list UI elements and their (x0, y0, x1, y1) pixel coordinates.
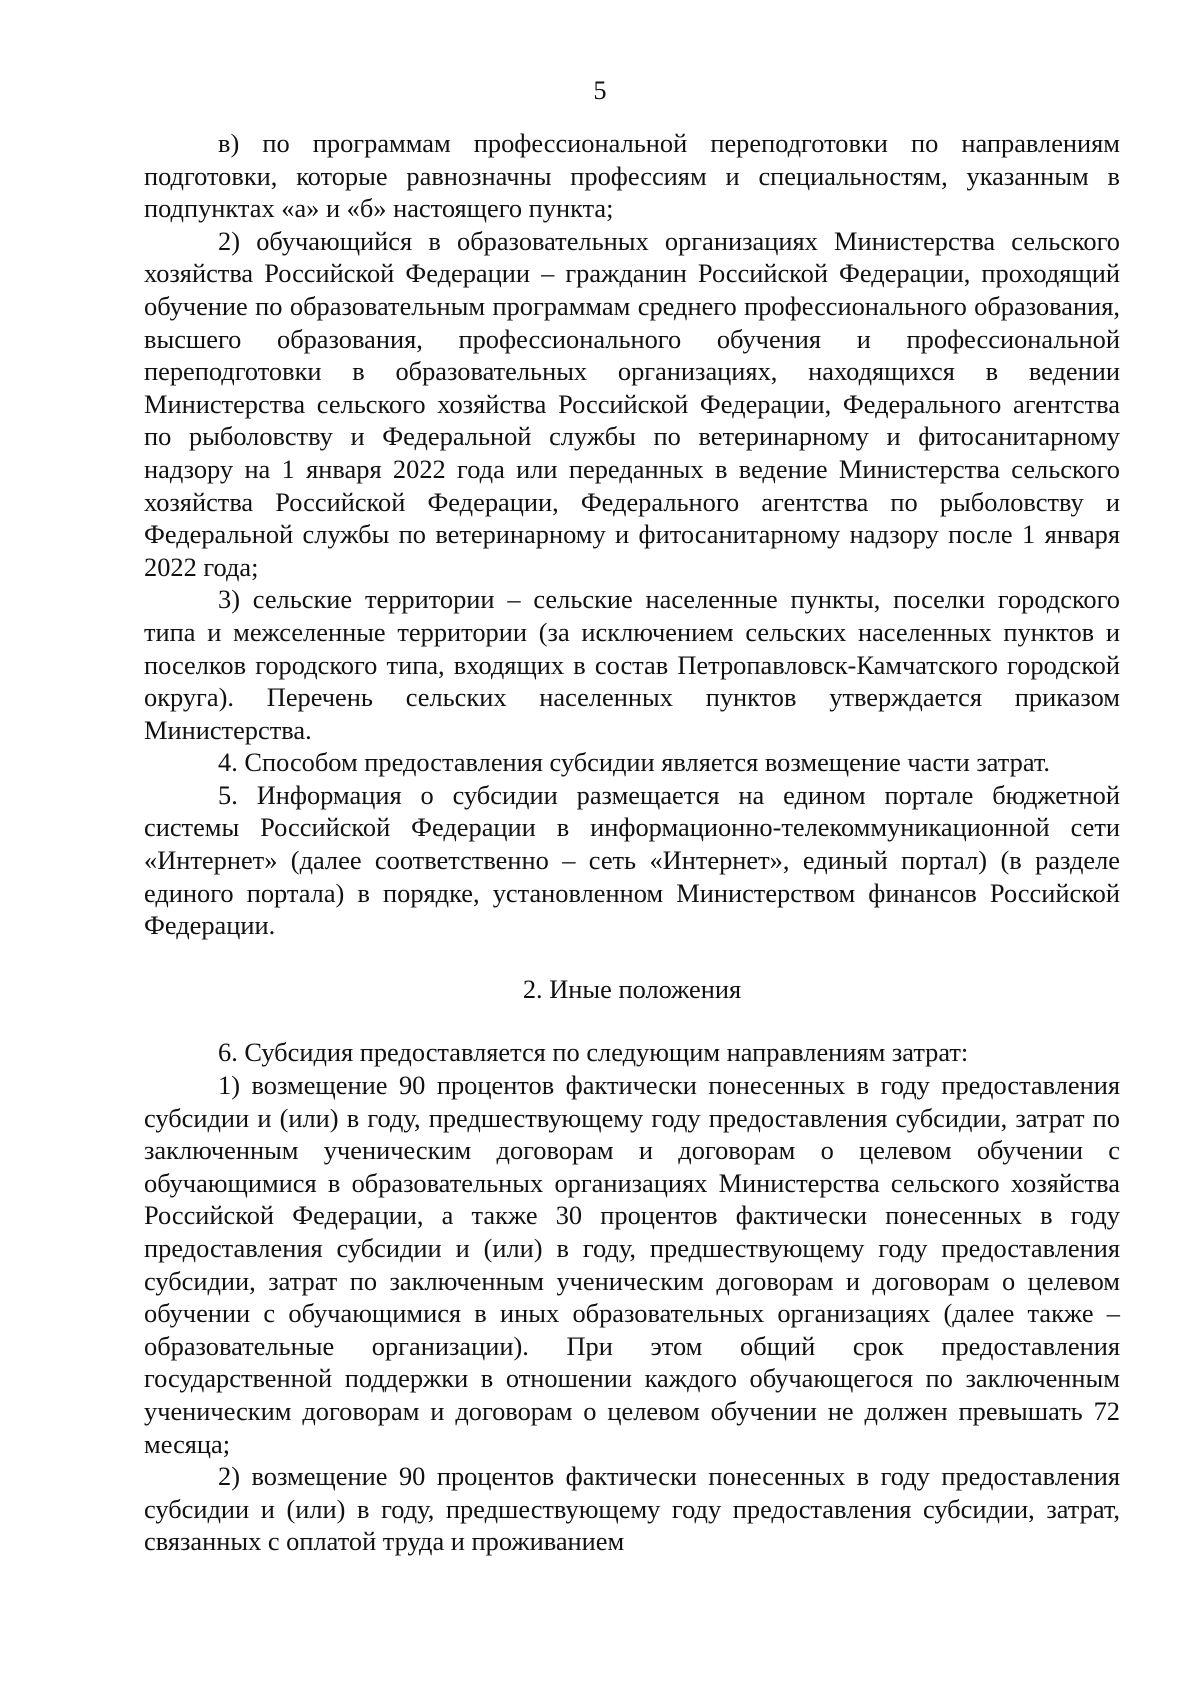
document-body (144, 127, 1120, 1558)
paragraph-item-v: в) по программам профессиональной переподготовки по направлениям подготовки, которые равнозначны профессиям и специальностям, указанным в подпунктах «а» и «б» настоящего пункта; (144, 128, 1120, 224)
paragraph-6-cost-directions: 6. Субсидия предоставляется по следующим направлениям затрат: (218, 1037, 969, 1068)
paragraph-item-1-compensation: 1) возмещение 90 процентов фактически понесенных в году предоставления субсидии и (или) в году, предшествующему году предоставления субсидии, затрат по заключенным ученическим договорам и договорам о целевом обучении с обучающимися в образовательных организациях Министерства сельского хозяйства Российской Федерации, а также 30 процентов фактически понесенных в году предоставления субсидии и (или) в году, предшествующему году предоставления субсидии, затрат по заключенным ученическим договорам и договорам о целевом обучении с обучающимися в иных образовательных организациях (далее также – образовательные организации). При этом общий срок предоставления государственной поддержки в отношении каждого обучающегося по заключенным ученическим договорам и договорам о целевом обучении не должен превышать 72 месяца; (144, 1070, 1120, 1459)
section-heading-text: 2. Иные положения (522, 973, 742, 1004)
section-heading-other-provisions (144, 942, 1120, 1037)
paragraph-item-3-rural-territories: 3) сельские территории – сельские населенные пункты, поселки городского типа и межселенные территории (за исключением сельских населенных пунктов и поселков городского типа, входящих в состав Петропавловск-Камчатского городской округа). Перечень сельских населенных пунктов утверждается приказом Министерства. (144, 584, 1120, 745)
paragraph-item-2-compensation: 2) возмещение 90 процентов фактически понесенных в году предоставления субсидии и (или) в году, предшествующему году предоставления субсидии, затрат, связанных с оплатой труда и проживанием (144, 1461, 1120, 1557)
paragraph-4-subsidy-method: 4. Способом предоставления субсидии является возмещение части затрат. (218, 747, 1051, 778)
paragraph-5-subsidy-information: 5. Информация о субсидии размещается на едином портале бюджетной системы Российской Федерации в информационно-телекоммуникационной сети «Интернет» (далее соответственно – сеть «Интернет», единый портал) (в разделе единого портала) в порядке, установленном Министерством финансов Российской Федерации. (144, 779, 1120, 941)
page-number: 5 (593, 75, 607, 105)
paragraph-item-2-student-definition: 2) обучающийся в образовательных организациях Министерства сельского хозяйства Российской Федерации – гражданин Российской Федерации, проходящий обучение по образовательным программам среднего профессионального образования, высшего образования, профессионального обучения и профессиональной переподготовки в образовательных организациях, находящихся в ведении Министерства сельского хозяйства Российской Федерации, Федерального агентства по рыболовству и Федеральной службы по ветеринарному и фитосанитарному надзору на 1 января 2022 года или переданных в ведение Министерства сельского хозяйства Российской Федерации, Федерального агентства по рыболовству и Федеральной службы по ветеринарному и фитосанитарному надзору после 1 января 2022 года; (144, 225, 1120, 582)
